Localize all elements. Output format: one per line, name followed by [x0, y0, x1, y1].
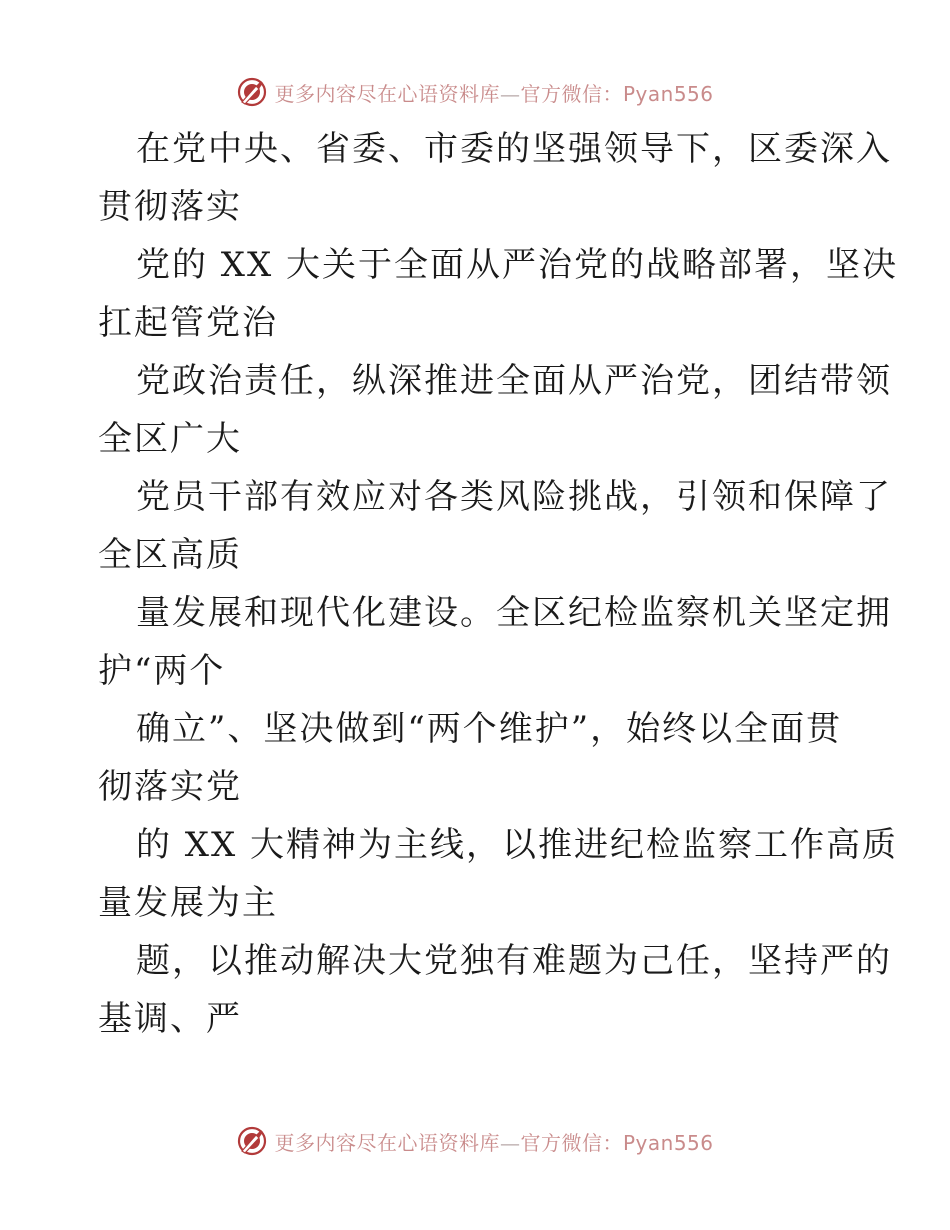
header-banner [0, 72, 950, 112]
text-line: 扛起管党治 [98, 303, 278, 343]
text-line: 题，以推动解决大党独有难题为己任，坚持严的 [136, 941, 892, 981]
text-line: 护“两个 [98, 651, 226, 691]
text-line: 党员干部有效应对各类风险挑战，引领和保障了 [136, 477, 892, 517]
text-line: 彻落实党 [98, 767, 242, 807]
banner-contact-id: Pyan556 [622, 81, 714, 106]
banner-separator: — [499, 81, 521, 106]
banner-contact-id: Pyan556 [622, 1130, 714, 1155]
footer-banner [0, 1121, 950, 1161]
pen-logo-icon [236, 76, 268, 108]
text-line: 贯彻落实 [98, 187, 242, 227]
banner-text [274, 1127, 713, 1156]
text-line: 全区高质 [98, 535, 242, 575]
text-line: 全区广大 [98, 419, 242, 459]
banner-brand: 更多内容尽在心语资料库 [274, 81, 500, 106]
banner-contact-prefix: 官方微信： [520, 81, 623, 106]
banner-text [274, 78, 713, 107]
text-line: 的 XX 大精神为主线，以推进纪检监察工作高质 [136, 825, 899, 865]
text-line: 确立”、坚决做到“两个维护”，始终以全面贯 [136, 709, 843, 749]
text-line: 党的 XX 大关于全面从严治党的战略部署，坚决 [136, 245, 899, 285]
banner-separator: — [499, 1130, 521, 1155]
text-line: 党政治责任，纵深推进全面从严治党，团结带领 [136, 361, 892, 401]
text-line: 量发展和现代化建设。全区纪检监察机关坚定拥 [136, 593, 892, 633]
pen-logo-icon [236, 1125, 268, 1157]
banner-contact-prefix: 官方微信： [520, 1130, 623, 1155]
document-body [98, 120, 899, 1048]
text-line: 基调、严 [98, 999, 242, 1039]
text-line: 在党中央、省委、市委的坚强领导下，区委深入 [136, 129, 892, 169]
banner-brand: 更多内容尽在心语资料库 [274, 1130, 500, 1155]
text-line: 量发展为主 [98, 883, 278, 923]
